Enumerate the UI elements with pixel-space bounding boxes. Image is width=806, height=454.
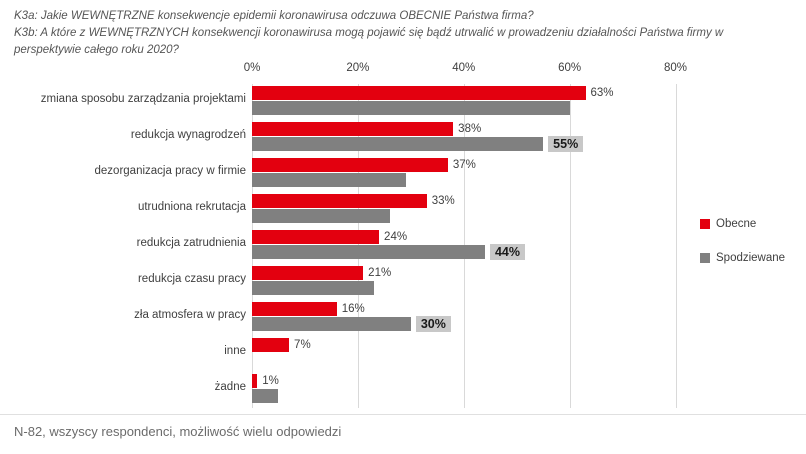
- bar-value-label: 37%: [452, 159, 476, 171]
- bar-group: [252, 158, 702, 194]
- bar-value-label: 16%: [341, 303, 365, 315]
- legend-item[interactable]: [700, 218, 804, 230]
- question-line-2: K3b: A które z WEWNĘTRZNYCH konsekwencji koronawirusa mogą pojawić się bądź utrwalić w prowadzeniu działalności Państwa firmy w: [14, 27, 724, 39]
- y-axis-category-label: redukcja zatrudnienia: [136, 237, 246, 249]
- bar-value-label: 55%: [548, 136, 583, 152]
- bar: [252, 194, 427, 208]
- y-axis-category-labels: [0, 88, 246, 408]
- bar: [252, 281, 374, 295]
- x-axis-tick-label: 0%: [243, 62, 261, 74]
- question-header: [14, 8, 784, 59]
- bar-value-label: 63%: [590, 87, 614, 99]
- bar-group: [252, 374, 702, 410]
- legend: [700, 218, 804, 286]
- question-line-3: perspektywie całego roku 2020?: [14, 44, 179, 56]
- x-axis-tick-label: 20%: [346, 62, 370, 74]
- bar-group: [252, 302, 702, 338]
- x-axis-tick-label: 60%: [558, 62, 582, 74]
- question-line-1: K3a: Jakie WEWNĘTRZNE konsekwencje epidemii koronawirusa odczuwa OBECNIE Państwa firma?: [14, 10, 534, 22]
- legend-item-label: Spodziewane: [716, 252, 786, 264]
- x-axis: [243, 62, 702, 84]
- bar: [252, 302, 337, 316]
- bar-value-label: 1%: [262, 375, 279, 387]
- bar-value-label: 44%: [490, 244, 525, 260]
- bar-value-label: 21%: [368, 267, 392, 279]
- bar-value-label: 24%: [384, 231, 408, 243]
- bar: [252, 266, 363, 280]
- bar: [252, 122, 453, 136]
- y-axis-category-label: redukcja czasu pracy: [137, 273, 246, 285]
- y-axis-category-label: inne: [224, 345, 246, 357]
- y-axis-category-label: zmiana sposobu zarządzania projektami: [40, 93, 246, 105]
- x-axis-tick-label: 80%: [664, 62, 688, 74]
- bar: [252, 137, 543, 151]
- bar: [252, 374, 257, 388]
- bar: [252, 173, 406, 187]
- legend-item[interactable]: [700, 252, 804, 264]
- bar-group: [252, 230, 702, 266]
- bar: [252, 158, 448, 172]
- bar-group: [252, 266, 702, 302]
- legend-swatch-icon: [700, 253, 710, 263]
- bars-container: [252, 84, 702, 408]
- bar: [252, 86, 586, 100]
- bar-group: [252, 122, 702, 158]
- footer-note: N-82, wszyscy respondenci, możliwość wielu odpowiedzi: [14, 424, 342, 439]
- footer-divider: [0, 414, 806, 415]
- bar-value-label: 38%: [458, 123, 482, 135]
- y-axis-category-label: zła atmosfera w pracy: [134, 309, 246, 321]
- bar: [252, 101, 570, 115]
- bar-group: [252, 338, 702, 374]
- bar-value-label: 30%: [416, 316, 451, 332]
- bar: [252, 245, 485, 259]
- x-axis-tick-label: 40%: [452, 62, 476, 74]
- bar-group: [252, 86, 702, 122]
- bar: [252, 389, 278, 403]
- y-axis-category-label: utrudniona rekrutacja: [137, 201, 246, 213]
- bar: [252, 230, 379, 244]
- chart-plot-area: [0, 62, 806, 414]
- bar-group: [252, 194, 702, 230]
- y-axis-category-label: żadne: [214, 381, 246, 393]
- y-axis-category-label: dezorganizacja pracy w firmie: [94, 165, 246, 177]
- y-axis-category-label: redukcja wynagrodzeń: [130, 129, 246, 141]
- legend-swatch-icon: [700, 219, 710, 229]
- bar-value-label: 7%: [294, 339, 311, 351]
- legend-item-label: Obecne: [716, 218, 757, 230]
- bar: [252, 209, 390, 223]
- bar: [252, 338, 289, 352]
- bar-value-label: 33%: [431, 195, 455, 207]
- bar: [252, 317, 411, 331]
